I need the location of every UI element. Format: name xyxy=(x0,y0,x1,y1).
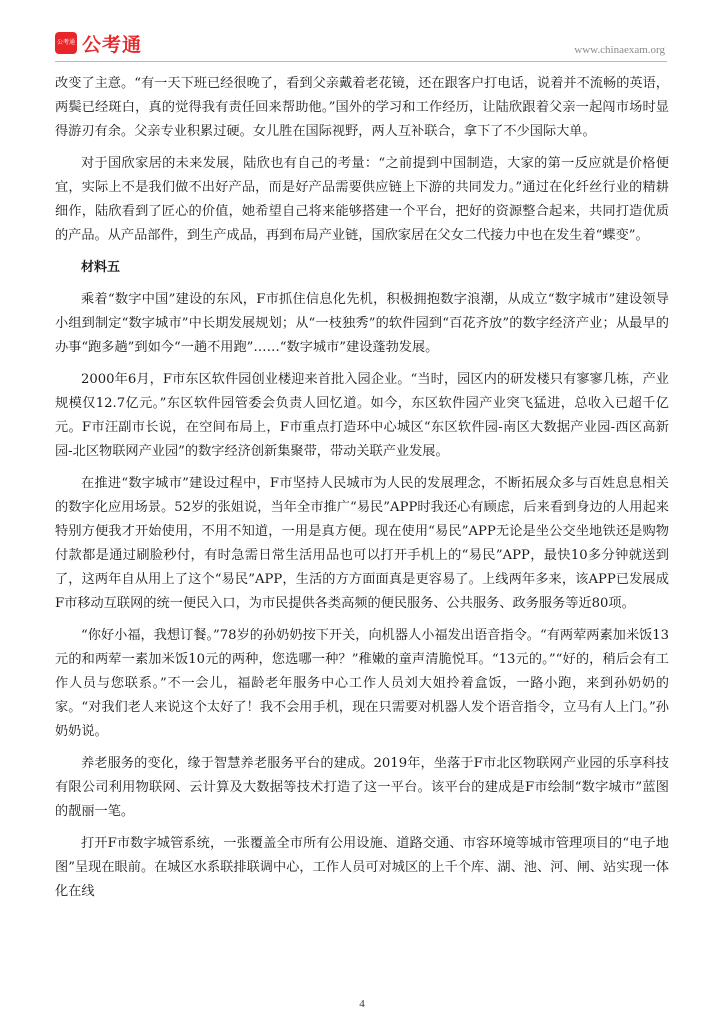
paragraph: 在推进“数字城市”建设过程中，F市坚持人民城市为人民的发展理念，不断拓展众多与百姓息息相关的数字化应用场景。52岁的张姐说，当年全市推广“易民”APP时我还心有顾虑，后来看到身边的人用起来特别方便我才开始使用，不用不知道，一用是真方便。现在使用“易民”APP无论是坐公交坐地铁还是购物付款都是通过刷脸秒付，有时急需日常生活用品也可以打开手机上的“易民”APP，最快10多分钟就送到了，这两年自从用上了这个“易民”APP，生活的方方面面真是更容易了。上线两年多来，该APP已发展成F市移动互联网的统一便民入口，为市民提供各类高频的便民服务、公共服务、政务服务等近80项。 xyxy=(55,476,669,611)
page-number: 4 xyxy=(359,998,365,1010)
paragraph: 对于国欣家居的未来发展，陆欣也有自己的考量：“之前提到中国制造，大家的第一反应就是价格便宜，实际上不是我们做不出好产品，而是好产品需要供应链上下游的共同发力。”通过在化纤丝行业的精耕细作，陆欣看到了匠心的价值，她希望自己将来能够搭建一个平台，把好的资源整合起来，共同打造优质的产品。从产品部件，到生产成品，再到布局产业链，国欣家居在父女二代接力中也在发生着“蝶变”。 xyxy=(55,156,669,243)
paragraph: “你好小福，我想订餐。”78岁的孙奶奶按下开关，向机器人小福发出语音指令。“有两荤两素加米饭13元的和两荤一素加米饭10元的两种，您选哪一种？”稚嫩的童声清脆悦耳。“13元的。”“好的，稍后会有工作人员与您联系。”不一会儿，福龄老年服务中心工作人员刘大姐拎着盒饭，一路小跑，来到孙奶奶的家。“对我们老人来说这个太好了！我不会用手机，现在只需要对机器人发个语音指令，立马有人上门。”孙奶奶说。 xyxy=(55,628,669,739)
section-heading: 材料五 xyxy=(81,260,121,275)
paragraph: 2000年6月，F市东区软件园创业楼迎来首批入园企业。“当时，园区内的研发楼只有寥寥几栋，产业规模仅12.7亿元。”东区软件园管委会负责人回忆道。如今，东区软件园产业突飞猛进，总收入已超千亿元。F市汪副市长说，在空间布局上，F市重点打造环中心城区“东区软件园-南区大数据产业园-西区高新园-北区物联网产业园”的数字经济创新集聚带，带动关联产业发展。 xyxy=(55,372,669,459)
logo-icon: 公考通 xyxy=(55,32,77,54)
paragraph: 改变了主意。“有一天下班已经很晚了，看到父亲戴着老花镜，还在跟客户打电话，说着并不流畅的英语，两鬓已经斑白，真的觉得我有责任回来帮助他。”国外的学习和工作经历，让陆欣跟着父亲一起闯市场时显得游刃有余。父亲专业积累过硬。女儿胜在国际视野，两人互补联合，拿下了不少国际大单。 xyxy=(55,76,669,139)
logo-text: 公考通 xyxy=(82,34,143,56)
site-url[interactable]: www.chinaexam.org xyxy=(574,44,665,56)
paragraph: 养老服务的变化，缘于智慧养老服务平台的建成。2019年，坐落于F市北区物联网产业园的乐享科技有限公司利用物联网、云计算及大数据等技术打造了这一平台。该平台的建成是F市绘制“数字城市”蓝图的靓丽一笔。 xyxy=(55,756,669,819)
document-body xyxy=(55,72,669,904)
page-header xyxy=(55,26,665,66)
paragraph: 打开F市数字城管系统，一张覆盖全市所有公用设施、道路交通、市容环境等城市管理项目的“电子地图”呈现在眼前。在城区水系联排联调中心，工作人员可对城区的上千个库、湖、池、河、闸、站实现一体化在线 xyxy=(55,836,669,899)
header-divider xyxy=(55,61,667,62)
paragraph: 乘着“数字中国”建设的东风，F市抓住信息化先机，积极拥抱数字浪潮，从成立“数字城市”建设领导小组到制定“数字城市”中长期发展规划；从“一枝独秀”的软件园到“百花齐放”的数字经济产业；从最早的办事“跑多趟”到如今“一趟不用跑”……“数字城市”建设蓬勃发展。 xyxy=(55,292,669,355)
